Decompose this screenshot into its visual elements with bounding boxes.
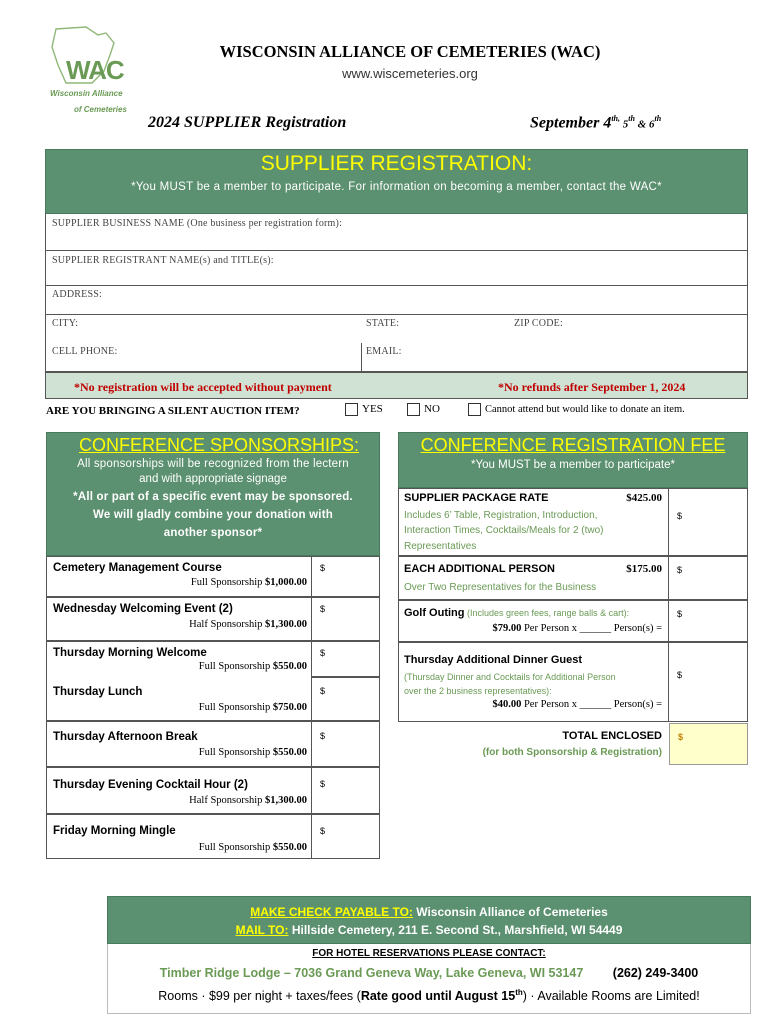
mail-to-label: MAIL TO: xyxy=(235,923,289,937)
sponsorships-heading: CONFERENCE SPONSORSHIPS: xyxy=(79,435,360,455)
address-label: ADDRESS: xyxy=(52,289,102,300)
sponsorships-header xyxy=(46,432,380,556)
auction-donate-label: Cannot attend but would like to donate an item. xyxy=(485,403,685,415)
hotel-phone: (262) 249-3400 xyxy=(612,966,699,980)
no-payment-warning: *No registration will be accepted without payment xyxy=(74,380,332,394)
sponsorships-bold-2: We will gladly combine your donation with xyxy=(93,509,333,521)
sponsorships-line-2: and with appropriate signage xyxy=(139,473,287,485)
sponsorship-amount-input[interactable]: $ xyxy=(311,767,380,814)
hotel-heading: FOR HOTEL RESERVATIONS PLEASE CONTACT: xyxy=(312,948,546,959)
fee-row-golf: Golf Outing (Includes green fees, range balls & cart): $79.00 Per Person x ______ Person(s) = xyxy=(398,600,668,642)
dinner-amount-input[interactable]: $ xyxy=(668,642,748,722)
sponsorship-row: Thursday Afternoon Break Full Sponsorship $550.00 xyxy=(46,721,311,767)
email-label: EMAIL: xyxy=(366,346,402,357)
fees-heading: CONFERENCE REGISTRATION FEE xyxy=(420,435,726,455)
auction-yes-label: YES xyxy=(362,403,383,416)
address-input[interactable] xyxy=(120,286,748,314)
state-label: STATE: xyxy=(366,318,400,329)
business-name-label: SUPPLIER BUSINESS NAME (One business per registration form): xyxy=(52,218,343,229)
auction-no-label: NO xyxy=(424,403,440,416)
business-name-input[interactable] xyxy=(45,232,748,250)
sponsorship-amount-input[interactable]: $ xyxy=(311,721,380,767)
silent-auction-question: ARE YOU BRINGING A SILENT AUCTION ITEM? xyxy=(46,405,300,417)
sponsorship-amount-input[interactable]: $ xyxy=(311,641,380,677)
check-payable-label: MAKE CHECK PAYABLE TO: xyxy=(250,905,413,919)
total-note: (for both Sponsorship & Registration) xyxy=(482,747,662,758)
additional-amount-input[interactable]: $ xyxy=(668,556,748,600)
package-amount-input[interactable]: $ xyxy=(668,488,748,556)
golf-amount-input[interactable]: $ xyxy=(668,600,748,642)
fee-row-dinner: Thursday Additional Dinner Guest (Thursday Dinner and Cocktails for Additional Person over the 2 business representatives): $40.00 Per Person x ______ Person(s) = xyxy=(398,642,668,722)
registration-heading: SUPPLIER REGISTRATION: xyxy=(260,152,533,175)
wac-logo xyxy=(46,25,134,120)
sponsorship-row: Thursday Morning Welcome Full Sponsorship $550.00 Thursday Lunch Full Sponsorship $750.00 xyxy=(46,641,311,721)
fee-row-additional: EACH ADDITIONAL PERSON $175.00 Over Two Representatives for the Business xyxy=(398,556,668,600)
sponsorship-amount-input[interactable]: $ xyxy=(311,597,380,641)
sponsorship-amount-input[interactable]: $ xyxy=(311,814,380,859)
cell-phone-input[interactable] xyxy=(132,343,358,371)
auction-no-option[interactable] xyxy=(407,403,440,416)
sponsorships-bold-3: another sponsor* xyxy=(163,527,263,539)
auction-yes-checkbox[interactable] xyxy=(345,403,358,416)
sponsorship-amount-input[interactable]: $ xyxy=(311,556,380,597)
mail-to-value: Hillside Cemetery, 211 E. Second St., Marshfield, WI 54449 xyxy=(288,923,623,937)
fee-row-package: SUPPLIER PACKAGE RATE $425.00 Includes 6’ Table, Registration, Introduction, Interaction Times, Cocktails/Meals for 2 (two) Representatives xyxy=(398,488,668,556)
event-dates: September $4^{th,}$ 5th & 6th xyxy=(530,114,662,132)
logo-subtitle-1: Wisconsin Alliance xyxy=(50,89,123,98)
fees-header xyxy=(398,432,748,488)
registration-title: 2024 SUPPLIER Registration xyxy=(148,114,347,131)
registration-subheading: *You MUST be a member to participate. For information on becoming a member, contact the WAC* xyxy=(131,181,662,193)
auction-donate-option[interactable] xyxy=(468,403,685,416)
auction-donate-checkbox[interactable] xyxy=(468,403,481,416)
sponsorship-row: Cemetery Management Course Full Sponsorship $1,000.00 xyxy=(46,556,311,597)
total-label: TOTAL ENCLOSED xyxy=(562,730,662,742)
state-input[interactable] xyxy=(412,315,507,343)
total-enclosed-input[interactable]: $ xyxy=(669,723,748,765)
auction-yes-option[interactable] xyxy=(345,403,383,416)
registration-header xyxy=(45,149,748,214)
room-rate-note: Rooms · $99 per night + taxes/fees (Rate good until August 15th) · Available Rooms are Limited! xyxy=(158,988,700,1004)
city-input[interactable] xyxy=(90,315,360,343)
check-payable-value: Wisconsin Alliance of Cemeteries xyxy=(412,905,608,919)
logo-text: WAC xyxy=(66,55,124,85)
sponsorship-amount-input[interactable]: $ xyxy=(311,677,380,721)
zip-label: ZIP CODE: xyxy=(514,318,563,329)
website-link[interactable]: www.wiscemeteries.org xyxy=(342,66,478,81)
auction-no-checkbox[interactable] xyxy=(407,403,420,416)
sponsorship-row: Thursday Evening Cocktail Hour (2) Half Sponsorship $1,300.00 xyxy=(46,767,311,814)
payment-banner xyxy=(107,896,751,944)
city-label: CITY: xyxy=(52,318,79,329)
email-input[interactable] xyxy=(412,343,748,371)
logo-subtitle-2: of Cemeteries xyxy=(74,105,127,114)
sponsorships-line-1: All sponsorships will be recognized from the lectern xyxy=(77,458,349,470)
no-refunds-warning: *No refunds after September 1, 2024 xyxy=(498,380,686,394)
sponsorship-row: Wednesday Welcoming Event (2) Half Sponsorship $1,300.00 xyxy=(46,597,311,641)
sponsorship-row: Friday Morning Mingle Full Sponsorship $550.00 xyxy=(46,814,311,859)
zip-input[interactable] xyxy=(580,315,748,343)
warning-bar xyxy=(45,372,748,399)
registrant-name-input[interactable] xyxy=(45,268,748,285)
cell-phone-label: CELL PHONE: xyxy=(52,346,118,357)
fees-subheading: *You MUST be a member to participate* xyxy=(471,459,675,471)
hotel-box xyxy=(107,944,751,1014)
org-title: WISCONSIN ALLIANCE OF CEMETERIES (WAC) xyxy=(219,42,601,61)
sponsorships-bold-1: *All or part of a specific event may be sponsored. xyxy=(73,491,353,503)
hotel-name: Timber Ridge Lodge – 7036 Grand Geneva Way, Lake Geneva, WI 53147 xyxy=(159,966,584,980)
registrant-name-label: SUPPLIER REGISTRANT NAME(s) and TITLE(s): xyxy=(52,255,274,266)
